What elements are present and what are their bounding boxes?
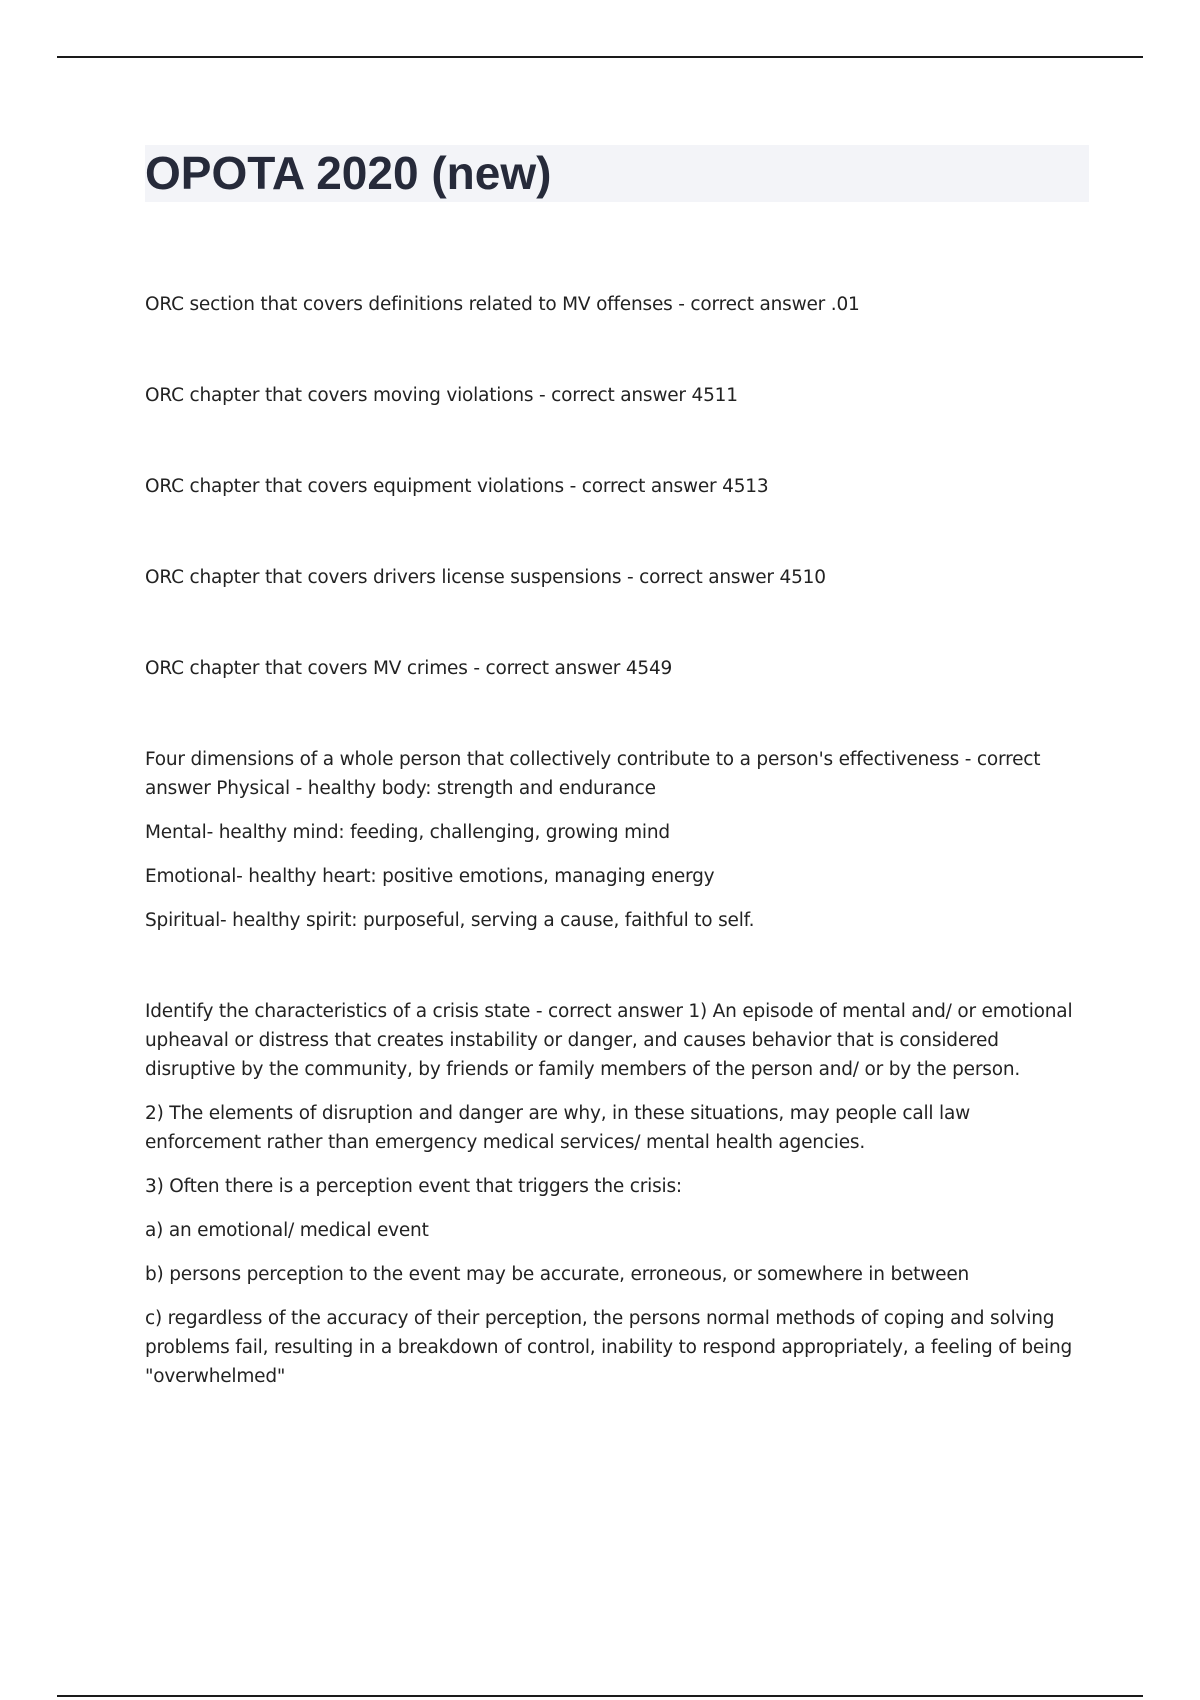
qa-text: ORC chapter that covers equipment violations - correct answer 4513 (145, 476, 769, 497)
qa-text: b) persons perception to the event may be accurate, erroneous, or somewhere in between (145, 1264, 970, 1285)
qa-text: Mental- healthy mind: feeding, challenging, growing mind (145, 822, 670, 843)
qa-entry-3 (145, 472, 1085, 501)
document-body (145, 290, 1085, 1391)
qa-text: ORC chapter that covers drivers license suspensions - correct answer 4510 (145, 567, 826, 588)
qa-text: a) an emotional/ medical event (145, 1220, 429, 1241)
qa-entry-4 (145, 563, 1085, 592)
qa-text: ORC section that covers definitions related to MV offenses - correct answer .01 (145, 294, 860, 315)
document-title: OPOTA 2020 (new) (145, 147, 552, 199)
qa-text: 2) The elements of disruption and danger are why, in these situations, may people call law enforcement rather than emergency medical services/ mental health agencies. (145, 1103, 971, 1153)
qa-text: Four dimensions of a whole person that collectively contribute to a person's effectiveness - correct answer Physical - healthy body: strength and endurance (145, 749, 1041, 799)
qa-entry-7 (145, 997, 1085, 1391)
qa-text: c) regardless of the accuracy of their perception, the persons normal methods of coping and solving problems fail, resulting in a breakdown of control, inability to respond appropriately, a feeling of being "overwhelmed" (145, 1308, 1073, 1387)
top-rule (57, 56, 1143, 58)
qa-entry-2 (145, 381, 1085, 410)
bottom-rule (57, 1695, 1143, 1697)
qa-text: 3) Often there is a perception event that triggers the crisis: (145, 1176, 682, 1197)
qa-text: Emotional- healthy heart: positive emotions, managing energy (145, 866, 715, 887)
qa-text: Spiritual- healthy spirit: purposeful, serving a cause, faithful to self. (145, 910, 755, 931)
qa-entry-6 (145, 745, 1085, 935)
qa-text: Identify the characteristics of a crisis state - correct answer 1) An episode of mental and/ or emotional upheaval or distress that creates instability or danger, and causes behavior that is considered disruptive by the community, by friends or family members of the person and/ or by the person. (145, 1001, 1073, 1080)
qa-entry-5 (145, 654, 1085, 683)
qa-text: ORC chapter that covers MV crimes - correct answer 4549 (145, 658, 673, 679)
qa-entry-1 (145, 290, 1085, 319)
qa-text: ORC chapter that covers moving violations - correct answer 4511 (145, 385, 738, 406)
